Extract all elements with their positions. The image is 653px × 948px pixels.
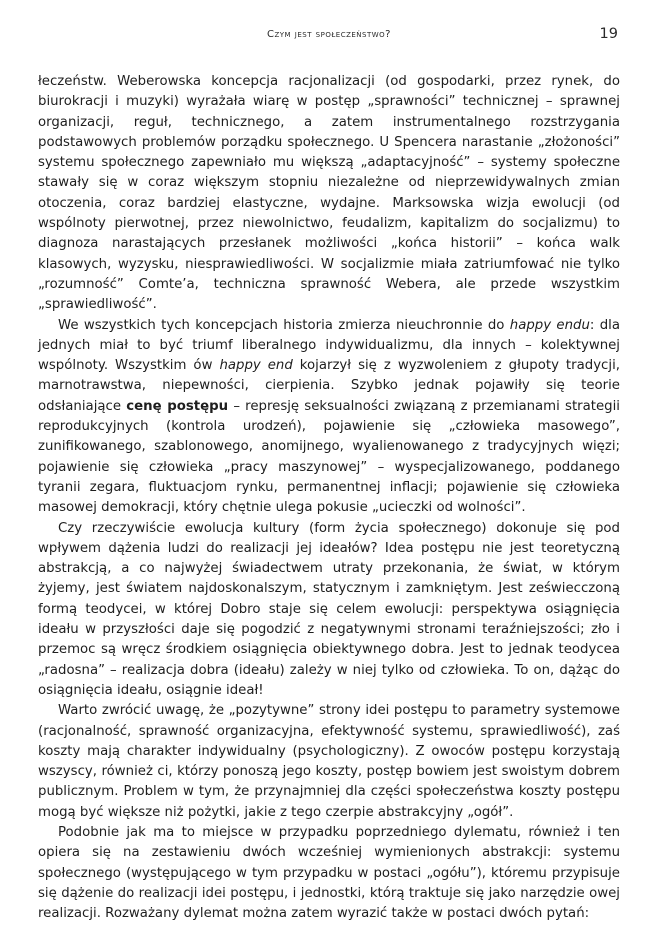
book-page xyxy=(38,26,620,924)
paragraph-text: : dla jednych miał to być triumf liberalnego indywidualizmu, dla innych – kolektywnej wspólnoty. Wszystkim ów xyxy=(38,317,621,374)
paragraph xyxy=(38,823,620,924)
paragraph-text: łeczeństw. Weberowska koncepcja racjonalizacji (od gospodarki, przez rynek, do biurokracji i muzyki) wyrażała wiarę w postęp „sprawności” technicznej – sprawnej organizacji, reguł, technicznego, a zatem instrumentalnego rozstrzygania podstawowych problemów porządku społecznego. U Spencera narastanie „złożoności” systemu społecznego zapewniało mu większą „adaptacyjność” – systemy społeczne stawały się w coraz większym stopniu niezależne od nieprzewidywalnych zmian otoczenia, coraz bardziej elastyczne, wydajne. Marksowska wizja ewolucji (od wspólnoty pierwotnej, przez niewolnictwo, feudalizm, kapitalizm do socjalizmu) to diagnoza narastających przesłanek możliwości „końca historii” – końca walk klasowych, wyzysku, niesprawiedliwości. W socjalizmie miała zatriumfować nie tylko „rozumność” Comte’a, techniczna sprawność Webera, ale przede wszystkim „sprawiedliwość”. xyxy=(38,74,620,313)
body-text xyxy=(38,72,620,924)
running-header xyxy=(38,26,620,48)
paragraph-text: kojarzył się z wyzwoleniem z głupoty tradycji, marnotrawstwa, niepewności, cierpienia. Szybko jednak pojawiły się teorie odsłaniające xyxy=(38,358,620,414)
emphasis-italic: happy end xyxy=(219,358,293,374)
paragraph xyxy=(38,519,620,702)
running-title: Czym jest społeczeństwo? xyxy=(267,29,391,40)
paragraph-text: Czy rzeczywiście ewolucja kultury (form życia społecznego) dokonuje się pod wpływem dążenia ludzi do realizacji jej ideałów? Idea postępu nie jest teoretyczną abstrakcją, a co najwyżej świadectwem utraty przekonania, że świat, w którym żyjemy, jest światem najdoskonalszym, statycznym i zamkniętym. Jest zeświecczoną formą teodycei, w której Dobro staje się celem ewolucji: perspektywa osiągnięcia ideału w przyszłości daje się pogodzić z negatywnymi stronami teraźniejszości; zło i przemoc są wręcz środkiem osiągnięcia obiektywnego dobra. Jest to jednak teodycea „radosna” – realizacja dobra (ideału) zależy w niej tylko od człowieka. To on, dążąc do osiągnięcia ideału, osiągnie ideał! xyxy=(38,520,620,698)
paragraph xyxy=(38,701,620,823)
emphasis-italic: happy endu xyxy=(509,317,590,333)
paragraph-text: We wszystkich tych koncepcjach historia zmierza nieuchronnie do xyxy=(58,317,510,333)
emphasis-bold: cenę postępu xyxy=(126,398,229,414)
paragraph xyxy=(38,316,620,519)
paragraph-text: Podobnie jak ma to miejsce w przypadku poprzedniego dylematu, również i ten opiera się na zestawieniu dwóch wcześniej wymienionych abstrakcji: systemu społecznego (występującego w tym przypadku w postaci „ogółu”), któremu przypisuje się dążenie do realizacji idei postępu, i jednostki, którą traktuje się jako narzędzie owej realizacji. Rozważany dylemat można zatem wyrazić także w postaci dwóch pytań: xyxy=(38,824,620,922)
page-number: 19 xyxy=(599,26,618,42)
paragraph xyxy=(38,72,620,316)
paragraph-text: Warto zwrócić uwagę, że „pozytywne” strony idei postępu to parametry systemowe (racjonalność, sprawność organizacyjna, efektywność systemu, sprawiedliwość), zaś koszty mają charakter indywidualny (psychologiczny). Z owoców postępu korzystają wszyscy, również ci, którzy ponoszą jego koszty, postęp bowiem jest swoistym dobrem publicznym. Problem w tym, że przynajmniej dla części społeczeństwa koszty postępu mogą być większe niż pożytki, jakie z tego czerpie abstrakcyjny „ogół”. xyxy=(38,703,620,820)
paragraph-text: – represję seksualności związaną z przemianami strategii reprodukcyjnych (kontrola urodzeń), pojawienie się „człowieka masowego”, zunifikowanego, szablonowego, anomijnego, wyalienowanego z tradycyjnych więzi; pojawienie się człowieka „pracy maszynowej” – wyspecjalizowanego, poddanego tyranii zegara, fluktuacjom rynku, permanentnej inflacji; pojawienie się człowieka masowej demokracji, który chętnie ulega pokusie „ucieczki od wolności”. xyxy=(38,398,620,516)
